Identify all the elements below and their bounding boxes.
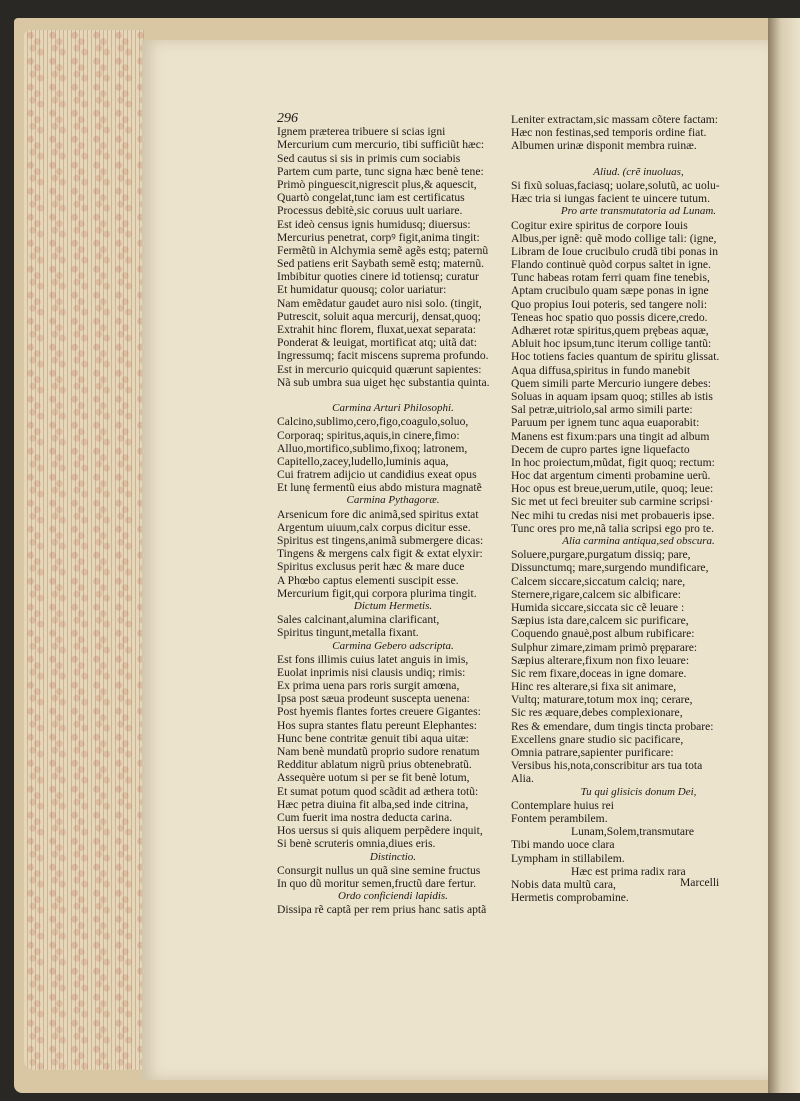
text-line: Corporaq; spiritus,aquis,in cinere,fimo:	[277, 428, 460, 442]
text-line: Hæc non festinas,sed temporis ordine fiat.	[511, 126, 707, 140]
text-line: Teneas hoc spatio quo possis dicere,credo.	[511, 310, 708, 324]
text-line: Excellens gnare studio sic pacificare,	[511, 732, 684, 746]
text-line: Lunam,Solem,transmutare	[571, 825, 694, 839]
section-heading: Carmina Pythagoræ.	[346, 494, 440, 507]
text-line: Sic res æquare,debes complexionare,	[511, 706, 683, 720]
text-line: Fermẽtũ in Alchymia semẽ agẽs estq; paternũ	[277, 243, 489, 257]
text-line: Nam benè mundatũ proprio sudore renatum	[277, 745, 480, 758]
section-heading: Tu qui glisicis donum Dei,	[580, 785, 697, 798]
text-line: Nobis data multũ cara,	[511, 877, 616, 891]
text-line: Humida siccare,siccata sic cẽ leuare :	[511, 600, 685, 614]
left-column	[277, 111, 509, 917]
text-line: Cogitur exire spiritus de corpore Iouis	[511, 218, 688, 232]
text-line: Coquendo gnauè,post album rubificare:	[511, 627, 695, 641]
text-line: Hunc bene contritæ genuit tibi aqua uitæ:	[277, 731, 469, 745]
text-line: In quo dũ moritur semen,fructũ dare fertur.	[277, 876, 476, 890]
text-line: Redditur ablatum nigrũ prius obtenebratũ.	[277, 758, 472, 772]
text-line: Quem simili parte Mercurio iungere debes:	[511, 376, 711, 390]
text-line: Soluere,purgare,purgatum dissiq; pare,	[511, 548, 691, 562]
text-line: Putrescit, soluit aqua mercurij, densat,quoq;	[277, 309, 481, 323]
text-line: Nam emẽdatur gaudet auro nisi solo. (tingit,	[277, 296, 482, 310]
text-line: Libram de Ioue crucibulo crudã tibi ponas in	[511, 244, 719, 258]
text-line: Calcino,sublimo,cero,figo,coagulo,soluo,	[277, 415, 469, 429]
text-line: Calcem siccare,siccatum calciq; nare,	[511, 574, 686, 588]
text-line: Processus debitè,sic coruus uult uariare.	[277, 204, 463, 218]
text-line: Assequère uotum si per se fit benè lotum,	[277, 771, 470, 785]
text-line: Imbibitur quoties cinere id totiensq; curatur	[277, 270, 479, 284]
section-heading: Carmina Arturi Philosophi.	[332, 402, 454, 415]
text-line: Extrahit hinc florem, fluxat,uexat separata:	[277, 323, 476, 336]
text-line: Hæc est prima radix rara	[571, 864, 686, 878]
text-line: Cum fuerit ima nostra deducta carina.	[277, 810, 453, 824]
page-edges	[24, 30, 144, 1070]
text-line: Si fixũ soluas,faciasq; uolare,solutũ, ac uolu-	[511, 178, 720, 192]
text-line: Leniter extractam,sic massam cõtere factam:	[511, 113, 718, 126]
text-line: A Phœbo captus elementi suscipit esse.	[277, 573, 459, 587]
text-line: Hæc tria si iungas facient te uincere tutum.	[511, 192, 710, 206]
text-line: Mercurium figit,qui corpora plurima tingit.	[277, 586, 477, 600]
page-number: 296	[277, 111, 298, 126]
section-heading: Alia carmina antiqua,sed obscura.	[562, 535, 715, 547]
left-column-lines	[277, 125, 509, 917]
text-line: Alia.	[511, 772, 534, 786]
text-line: In hoc proiectum,mũdat, figit quoq; rectum:	[511, 455, 715, 469]
text-line: Ingressumq; facit miscens suprema profundo.	[277, 349, 489, 363]
section-heading: Distinctio.	[369, 850, 417, 863]
text-line: Versibus his,nota,conscribitur ars tua tota	[511, 759, 703, 773]
text-line: Sales calcinant,alumina clarificant,	[277, 613, 440, 627]
text-line: Primò pinguescit,nigrescit plus,& aquescit,	[277, 177, 477, 191]
section-heading: Dictum Hermetis.	[353, 599, 433, 612]
text-line: Hermetis comprobamine.	[511, 891, 629, 905]
text-line: Tunc habeas rotam ferri quam fine tenebis,	[511, 271, 710, 285]
text-line: Et sumat potum quod scãdit ad æthera totũ:	[277, 784, 479, 798]
text-line: Est ideò census ignis humidusq; diuersus:	[277, 217, 471, 231]
section-heading: Carmina Gebero adscripta.	[332, 639, 454, 652]
text-line: Mercurius penetrat, corpꝰ figit,anima tingit:	[277, 230, 480, 244]
text-line: Ex prima uena pars roris surgit amœna,	[277, 679, 460, 693]
text-line: Euolat inprimis nisi clausis undiq; rimis:	[277, 665, 466, 679]
text-line: Tunc ores pro me,nã talia scripsi ego pro te.	[511, 521, 715, 535]
text-line: Sulphur zimare,zimam primò pręparare:	[511, 640, 698, 654]
text-line: Sæpius ista dare,calcem sic purificare,	[511, 614, 689, 628]
foxing-spots	[24, 30, 144, 1070]
text-line: Tingens & mergens calx figit & extat elyxir:	[277, 547, 483, 561]
text-line: Soluas in aquam ipsam quoq; stilles ab istis	[511, 389, 713, 403]
text-line: Sal petræ,uitriolo,sal armo simili parte:	[511, 403, 693, 417]
text-line: Mercurium cum mercurio, tibi sufficiũt hӕc:	[277, 138, 485, 152]
text-line: Fontem perambilem.	[511, 811, 608, 825]
text-line: Cui fratrem adijcio ut candidius exeat opus	[277, 468, 477, 482]
text-line: Decem de cupro partes igne liquefacto	[511, 442, 690, 456]
text-line: Dissunctumq; mare,surgendo mundificare,	[511, 561, 709, 575]
text-line: Alluo,mortifico,sublimo,fixoq; latronem,	[277, 441, 468, 455]
text-line: Sic rem fixare,doceas in igne domare.	[511, 666, 687, 680]
text-line: Quo propius Ioui poteris, sed tangere noli:	[511, 297, 708, 311]
text-line: Post hyemis flantes fortes creuere Gigantes:	[277, 705, 481, 719]
text-line: Ipsa post sæua prodeunt suscepta uenena:	[277, 692, 470, 706]
text-line: Nã sub umbra sua uiget hęc substantia quinta.	[277, 375, 490, 389]
text-line: Sed patiens erit Saybath semẽ estq; maternũ.	[277, 257, 485, 271]
text-line: Omnia patrare,sapienter purificare:	[511, 746, 674, 759]
text-line: Albus,per ignẽ: quẽ modo collige tali: (igne,	[511, 231, 717, 245]
text-line: Si benè scruteris omnia,diues eris.	[277, 837, 436, 851]
text-line: Argentum uiuum,calx corpus dicitur esse.	[277, 520, 471, 534]
text-line: Hoc totiens facies quantum de spiritu glissat.	[511, 350, 720, 364]
text-line: Est fons illimis cuius latet anguis in imis,	[277, 652, 469, 666]
catchword: Marcelli	[680, 876, 720, 889]
text-line: Est in mercurio quicquid quærunt sapientes:	[277, 362, 482, 376]
text-line: Tibi mando uoce clara	[511, 838, 615, 852]
text-line: Et lunę fermentũ eius abdo mistura magnatẽ	[277, 481, 482, 495]
text-line: Sic met ut feci breuiter sub carmine scripsi·	[511, 495, 714, 509]
text-line: Ponderat & leuigat, mortificat atq; uitã dat:	[277, 336, 477, 350]
text-line: Flando continuè quòd corpus saltet in igne.	[511, 258, 711, 272]
text-line: Spiritus tingunt,metalla fixant.	[277, 626, 419, 640]
text-line: Spiritus est tingens,animã submergere dicas:	[277, 534, 484, 547]
text-line: Lympham in stillabilem.	[511, 851, 625, 865]
text-line: Aptam crucibulo quam sæpe ponas in igne	[511, 284, 709, 298]
text-line: Sæpius alterare,fixum non fixo leuare:	[511, 653, 690, 667]
text-line: Sternere,rigare,calcem sic albificare:	[511, 587, 681, 601]
text-line	[511, 153, 766, 166]
text-line: Abluit hoc ipsum,tunc iterum collige tantũ:	[511, 337, 712, 351]
facing-page-gutter	[768, 18, 800, 1093]
text-line: Albumen urinæ disponit membra ruinæ.	[511, 139, 697, 153]
text-line: Paruum per ignem tunc aqua euaporabit:	[511, 416, 700, 430]
text-line: Hæc petra diuina fit alba,sed inde citrina,	[277, 797, 469, 811]
text-line: Hoc dat argentum cimenti probamine uerũ.	[511, 469, 711, 483]
text-line	[277, 389, 509, 402]
text-line: Et humidatur quousq; color uariatur:	[277, 283, 447, 297]
section-heading: Ordo conficiendi lapidis.	[338, 890, 448, 903]
text-line: Contemplare huius rei	[511, 798, 615, 812]
text-line: Aqua diffusa,spiritus in fundo manebit	[511, 363, 691, 377]
section-heading: Aliud. (crẽ inuoluas,	[593, 165, 684, 178]
text-line: Hos uersus si quis aliquem perpẽdere inquit,	[277, 824, 483, 838]
text-line: Partem cum parte, tunc signa hӕc benè tene:	[277, 164, 484, 178]
text-line: Consurgit nullus un quã sine semine fructus	[277, 863, 481, 877]
text-line: Nec mihi tu credas nisi met probaueris ipse.	[511, 508, 715, 522]
text-line: Vultq; maturare,totum mox inq; cerare,	[511, 693, 693, 707]
section-heading: Pro arte transmutatoria ad Lunam.	[560, 205, 717, 218]
text-line: Hinc res alterare,si fixa sit animare,	[511, 680, 677, 694]
text-line: Adhæret rotæ spiritus,quem prębeas aquæ,	[511, 324, 709, 337]
text-line: Arsenicum fore dic animã,sed spiritus extat	[277, 507, 479, 521]
text-line: Res & emendare, dum tingis tincta probare:	[511, 719, 714, 733]
text-line: Manens est fixum:pars una tingit ad album	[511, 429, 710, 443]
text-line: Hos supra stantes flatu pereunt Elephantes:	[277, 718, 477, 732]
text-line: Capitello,zacey,ludello,luminis aqua,	[277, 454, 449, 468]
text-line: Hoc opus est breue,uerum,utile, quoq; leue:	[511, 482, 714, 496]
text-line: Ignem prӕterea tribuere si scias igni	[277, 125, 446, 139]
text-line: Dissipa rẽ captã per rem prius hanc satis aptã	[277, 903, 487, 917]
text-line: Sed cautus si sis in primis cum sociabis	[277, 151, 461, 165]
text-line: Quartò congelat,tunc iam est certificatus	[277, 191, 465, 205]
text-line: Spiritus exclusus perit hæc & mare duce	[277, 560, 465, 574]
